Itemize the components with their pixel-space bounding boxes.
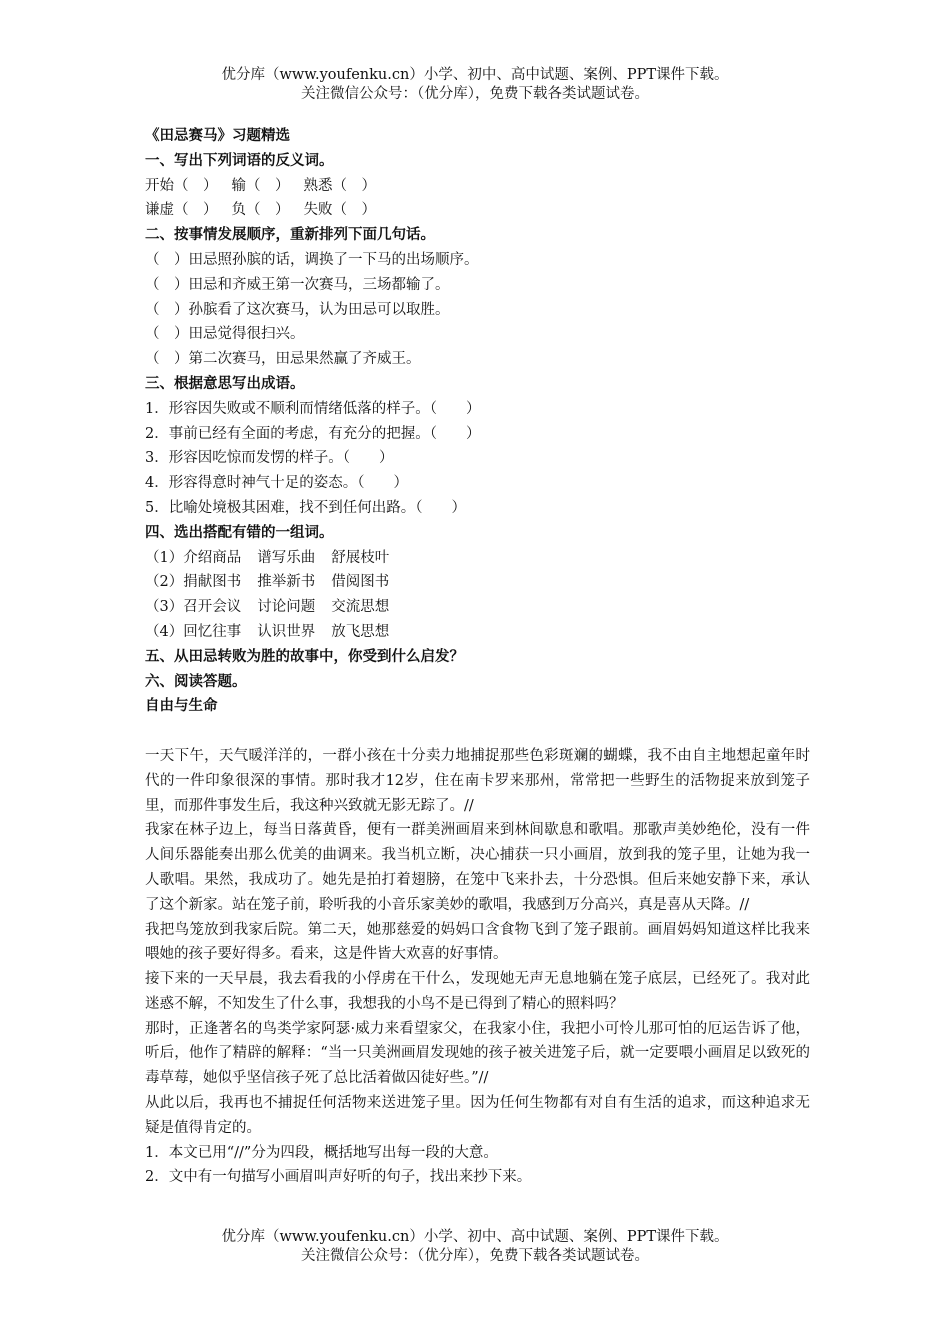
word-group-item: 认识世界 <box>257 623 316 640</box>
section-4-heading: 四、选出搭配有错的一组词。 <box>145 523 334 541</box>
article-paragraph: 从此以后，我再也不捕捉任何活物来送进笼子里。因为任何生物都有对自有生活的追求，而这种追求无疑是值得肯定的。 <box>145 1095 810 1136</box>
header-line-1: 优分库（www.youfenku.cn）小学、初中、高中试题、案例、PPT课件下载。 <box>221 67 729 83</box>
article-paragraph: 我把鸟笼放到我家后院。第二天，她那慈爱的妈妈口含食物飞到了笼子跟前。画眉妈妈知道这样比我来喂她的孩子要好得多。看来，这是件皆大欢喜的好事情。 <box>145 921 810 963</box>
document-title: 《田忌赛马》习题精选 <box>145 127 290 144</box>
antonym-item: 谦虚（ ） <box>145 202 218 219</box>
header-line-2: 关注微信公众号：（优分库），免费下载各类试题试卷。 <box>301 86 649 102</box>
idiom-item: 5．比喻处境极其困难，找不到任何出路。（ ） <box>145 499 466 516</box>
antonym-item: 失败（ ） <box>303 202 376 219</box>
antonym-row-1 <box>145 174 810 199</box>
idiom-item: 3．形容因吃惊而发愣的样子。（ ） <box>145 450 394 467</box>
page-header <box>0 66 950 104</box>
antonym-row-2 <box>145 198 810 223</box>
order-item: （ ）第二次赛马，田忌果然赢了齐威王。 <box>145 351 421 368</box>
word-group-item: 借阅图书 <box>331 574 390 591</box>
blank-line <box>145 719 810 744</box>
word-group-row <box>145 570 810 595</box>
word-group-row <box>145 595 810 620</box>
antonym-item: 输（ ） <box>231 177 290 194</box>
order-item: （ ）孙膑看了这次赛马，认为田忌可以取胜。 <box>145 301 450 318</box>
order-item: （ ）田忌照孙膑的话，调换了一下马的出场顺序。 <box>145 251 479 268</box>
idiom-item: 4．形容得意时神气十足的姿态。（ ） <box>145 475 408 492</box>
word-group-item: （1）介绍商品 <box>145 549 242 566</box>
reading-question: 2．文中有一句描写小画眉叫声好听的句子，找出来抄下来。 <box>145 1169 532 1186</box>
word-group-item: 放飞思想 <box>331 623 390 640</box>
word-group-item: 讨论问题 <box>257 599 316 616</box>
section-6-heading: 六、阅读答题。 <box>145 672 247 690</box>
footer-line-1: 优分库（www.youfenku.cn）小学、初中、高中试题、案例、PPT课件下载。 <box>221 1229 729 1245</box>
document-body <box>145 124 810 1190</box>
article-title: 自由与生命 <box>145 697 218 715</box>
reading-question: 1．本文已用“//”分为四段，概括地写出每一段的大意。 <box>145 1144 498 1161</box>
section-2-heading: 二、按事情发展顺序，重新排列下面几句话。 <box>145 226 435 244</box>
idiom-item: 1．形容因失败或不顺利而情绪低落的样子。（ ） <box>145 400 481 417</box>
word-group-item: （2）捐献图书 <box>145 574 242 591</box>
article-paragraph: 那时，正逢著名的鸟类学家阿瑟·威力来看望家父，在我家小住，我把小可怜儿那可怕的厄运告诉了他，听后，他作了精辟的解释：“当一只美洲画眉发现她的孩子被关进笼子后，就一定要喂小画眉足以致死的毒草莓，她似乎坚信孩子死了总比活着做囚徒好些。”// <box>145 1020 810 1087</box>
idiom-item: 2．事前已经有全面的考虑，有充分的把握。（ ） <box>145 425 481 442</box>
antonym-item: 负（ ） <box>231 202 290 219</box>
article-paragraph: 一天下午，天气暖洋洋的，一群小孩在十分卖力地捕捉那些色彩斑斓的蝴蝶，我不由自主地想起童年时代的一件印象很深的事情。那时我才12岁，住在南卡罗来那州，常常把一些野生的活物捉来放到笼子里，而那件事发生后，我这种兴致就无影无踪了。// <box>145 747 810 814</box>
word-group-item: （4）回忆往事 <box>145 623 242 640</box>
page-footer <box>0 1228 950 1266</box>
order-item: （ ）田忌觉得很扫兴。 <box>145 326 305 343</box>
antonym-item: 熟悉（ ） <box>303 177 376 194</box>
section-3-heading: 三、根据意思写出成语。 <box>145 374 305 392</box>
footer-line-2: 关注微信公众号：（优分库），免费下载各类试题试卷。 <box>301 1248 649 1264</box>
article-paragraph: 接下来的一天早晨，我去看我的小俘虏在干什么，发现她无声无息地躺在笼子底层，已经死了。我对此迷惑不解，不知发生了什么事，我想我的小鸟不是已得到了精心的照料吗？ <box>145 971 810 1012</box>
word-group-row <box>145 546 810 571</box>
section-5-heading: 五、从田忌转败为胜的故事中，你受到什么启发？ <box>145 647 464 665</box>
article-paragraph: 我家在林子边上，每当日落黄昏，便有一群美洲画眉来到林间歇息和歌唱。那歌声美妙绝伦，没有一件人间乐器能奏出那么优美的曲调来。我当机立断，决心捕获一只小画眉，放到我的笼子里，让她为我一人歌唱。果然，我成功了。她先是拍打着翅膀，在笼中飞来扑去，十分恐惧。但后来她安静下来，承认了这个新家。站在笼子前，聆听我的小音乐家美妙的歌唱，我感到万分高兴，真是喜从天降。// <box>145 822 810 913</box>
antonym-item: 开始（ ） <box>145 177 218 194</box>
word-group-item: 谱写乐曲 <box>257 549 316 566</box>
section-1-heading: 一、写出下列词语的反义词。 <box>145 151 334 169</box>
word-group-row <box>145 620 810 645</box>
word-group-item: 推举新书 <box>257 574 316 591</box>
word-group-item: 交流思想 <box>331 599 390 616</box>
order-item: （ ）田忌和齐威王第一次赛马，三场都输了。 <box>145 276 450 293</box>
word-group-item: 舒展枝叶 <box>331 549 390 566</box>
word-group-item: （3）召开会议 <box>145 599 242 616</box>
